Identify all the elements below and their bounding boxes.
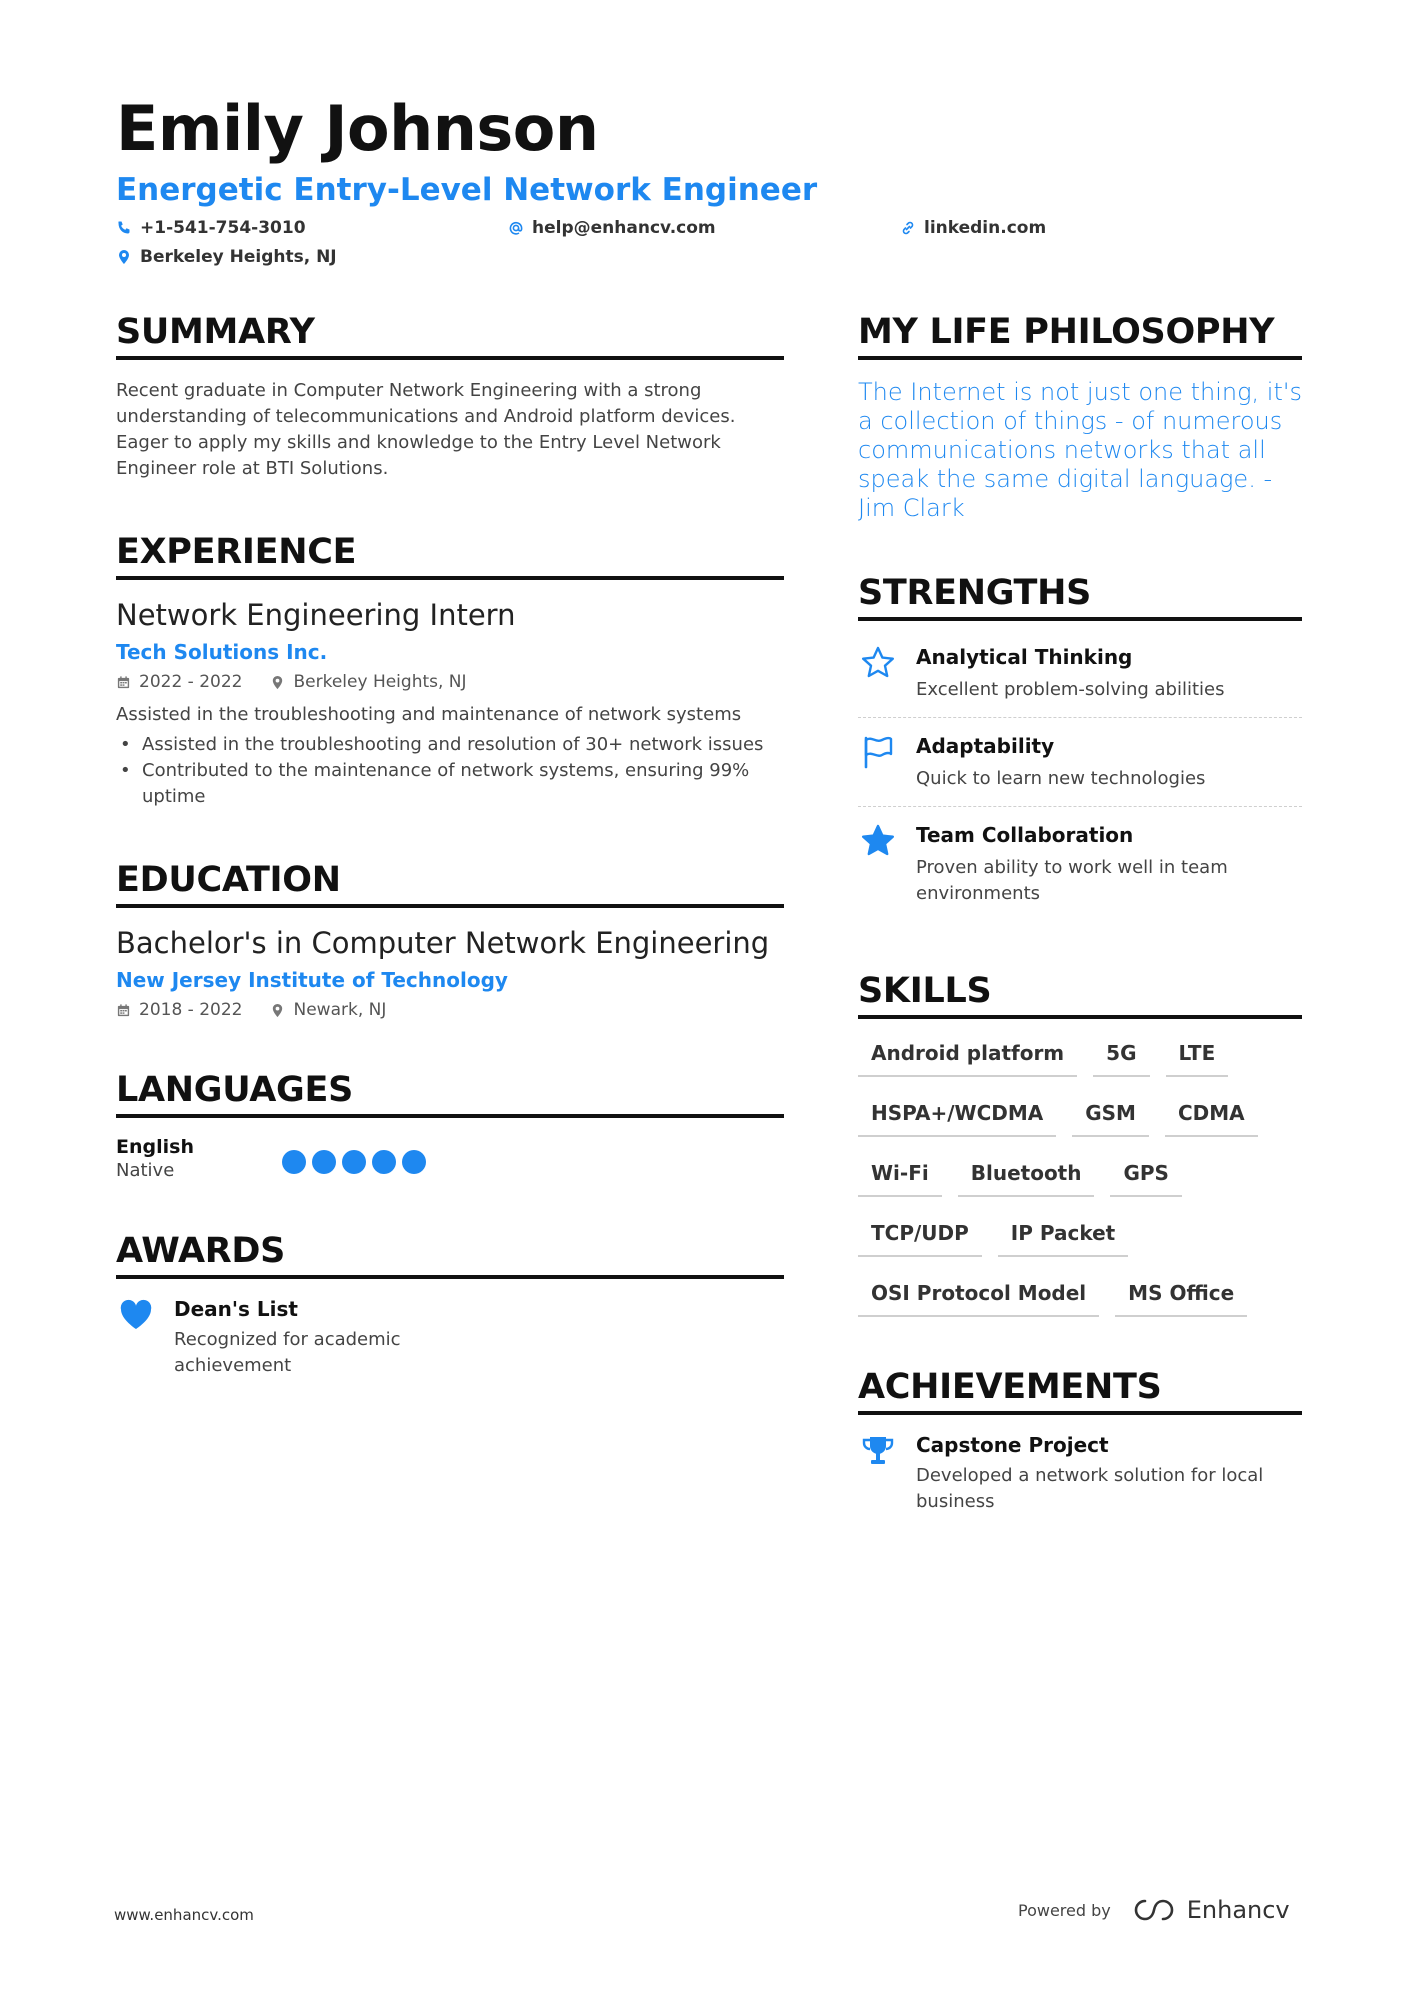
achievement-icon-box	[858, 1433, 898, 1515]
education-heading: EDUCATION	[116, 860, 784, 908]
strength-description: Excellent problem-solving abilities	[916, 679, 1225, 700]
location-pin-icon	[116, 249, 132, 265]
strengths-heading: STRENGTHS	[858, 573, 1302, 621]
achievements-section	[858, 1367, 1302, 1515]
left-column	[116, 312, 784, 1429]
education-degree: Bachelor's in Computer Network Engineering	[116, 926, 770, 960]
skills-section	[858, 971, 1302, 1317]
calendar-icon	[116, 1003, 131, 1018]
languages-section	[116, 1070, 784, 1181]
star-outline-icon	[860, 645, 896, 681]
awards-heading: AWARDS	[116, 1231, 784, 1279]
experience-location-text: Berkeley Heights, NJ	[293, 672, 467, 692]
skill-tag: Android platform	[858, 1037, 1077, 1077]
location-pin-icon	[270, 675, 285, 690]
award-title: Dean's List	[174, 1297, 298, 1321]
calendar-icon	[116, 675, 131, 690]
awards-section	[116, 1231, 784, 1379]
language-proficiency-dots	[282, 1150, 426, 1174]
language-item	[116, 1136, 784, 1181]
proficiency-dot	[402, 1150, 426, 1174]
footer-website[interactable]: www.enhancv.com	[114, 1906, 254, 1924]
achievement-item	[858, 1433, 1302, 1515]
skill-tag: OSI Protocol Model	[858, 1277, 1099, 1317]
award-item	[116, 1297, 784, 1379]
experience-bullet: • Contributed to the maintenance of network systems, ensuring 99% uptime	[142, 758, 784, 810]
experience-section	[116, 532, 784, 810]
award-description: Recognized for academic achievement	[174, 1329, 401, 1376]
skill-tag: GSM	[1072, 1097, 1149, 1137]
location-pin-icon	[270, 1003, 285, 1018]
strength-title: Adaptability	[916, 734, 1055, 758]
proficiency-dot	[372, 1150, 396, 1174]
strength-description: Proven ability to work well in team environments	[916, 857, 1228, 904]
experience-location	[270, 672, 466, 692]
contact-location	[116, 247, 337, 267]
award-icon-box	[116, 1297, 156, 1379]
strength-item	[858, 817, 1302, 921]
skill-tag: HSPA+/WCDMA	[858, 1097, 1056, 1137]
experience-dates-text: 2022 - 2022	[139, 672, 243, 692]
brand-name: Enhancv	[1186, 1896, 1290, 1924]
philosophy-heading: MY LIFE PHILOSOPHY	[858, 312, 1302, 360]
experience-role: Network Engineering Intern	[116, 598, 516, 632]
experience-description: Assisted in the troubleshooting and maintenance of network systems	[116, 704, 742, 725]
summary-heading: SUMMARY	[116, 312, 784, 360]
skill-tag: CDMA	[1165, 1097, 1258, 1137]
skill-tag: MS Office	[1115, 1277, 1247, 1317]
education-section	[116, 860, 784, 1020]
experience-bullets	[116, 732, 784, 810]
contact-website[interactable]	[900, 218, 1046, 238]
languages-heading: LANGUAGES	[116, 1070, 784, 1118]
strength-item	[858, 639, 1302, 718]
at-icon	[508, 220, 524, 236]
enhancv-logo[interactable]	[1131, 1896, 1290, 1924]
philosophy-section	[858, 312, 1302, 523]
skills-heading: SKILLS	[858, 971, 1302, 1019]
skill-tag: TCP/UDP	[858, 1217, 982, 1257]
education-dates-text: 2018 - 2022	[139, 1000, 243, 1020]
candidate-title: Energetic Entry-Level Network Engineer	[116, 172, 818, 208]
strength-title: Team Collaboration	[916, 823, 1134, 847]
education-location-text: Newark, NJ	[293, 1000, 387, 1020]
contact-email[interactable]	[508, 218, 716, 238]
strength-title: Analytical Thinking	[916, 645, 1133, 669]
strengths-section	[858, 573, 1302, 921]
achievement-description: Developed a network solution for local business	[916, 1465, 1264, 1512]
skill-tag: Bluetooth	[958, 1157, 1095, 1197]
strength-icon-box	[858, 823, 898, 907]
strength-item	[858, 728, 1302, 807]
powered-by-text: Powered by	[1018, 1900, 1111, 1920]
strength-icon-box	[858, 734, 898, 792]
language-name: English	[116, 1136, 194, 1158]
proficiency-dot	[312, 1150, 336, 1174]
strength-icon-box	[858, 645, 898, 703]
achievements-heading: ACHIEVEMENTS	[858, 1367, 1302, 1415]
phone-icon	[116, 220, 132, 236]
heart-icon	[118, 1297, 154, 1333]
education-dates	[116, 1000, 242, 1020]
skill-tag: GPS	[1110, 1157, 1181, 1197]
contact-phone	[116, 218, 306, 238]
language-level: Native	[116, 1160, 175, 1181]
summary-text: Recent graduate in Computer Network Engineering with a strong understanding of telecommunications and Android platform devices. Eager to apply my skills and knowledge to the Entry Level Network Engineer role at BTI Solutions.	[116, 380, 736, 479]
summary-section	[116, 312, 784, 482]
proficiency-dot	[342, 1150, 366, 1174]
star-half-icon	[860, 823, 896, 859]
enhancv-logo-icon	[1131, 1897, 1177, 1923]
education-meta	[116, 1000, 784, 1020]
experience-bullet: • Assisted in the troubleshooting and resolution of 30+ network issues	[142, 732, 784, 758]
achievement-title: Capstone Project	[916, 1433, 1109, 1457]
link-icon	[900, 220, 916, 236]
website-text[interactable]: linkedin.com	[924, 218, 1047, 238]
language-text	[116, 1136, 194, 1181]
email-text[interactable]: help@enhancv.com	[532, 218, 716, 238]
education-school: New Jersey Institute of Technology	[116, 968, 508, 992]
location-text: Berkeley Heights, NJ	[140, 247, 337, 267]
footer-powered	[1018, 1896, 1290, 1924]
candidate-name: Emily Johnson	[116, 92, 599, 165]
proficiency-dot	[282, 1150, 306, 1174]
trophy-icon	[860, 1433, 896, 1469]
experience-dates	[116, 672, 242, 692]
skill-tag: LTE	[1166, 1037, 1229, 1077]
phone-text: +1-541-754-3010	[140, 218, 306, 238]
strength-description: Quick to learn new technologies	[916, 768, 1206, 789]
experience-heading: EXPERIENCE	[116, 532, 784, 580]
education-location	[270, 1000, 386, 1020]
skills-list	[858, 1037, 1302, 1317]
skill-tag: IP Packet	[998, 1217, 1128, 1257]
right-column	[858, 312, 1302, 1565]
flag-icon	[860, 734, 896, 770]
experience-company: Tech Solutions Inc.	[116, 640, 328, 664]
skill-tag: Wi-Fi	[858, 1157, 942, 1197]
philosophy-quote: The Internet is not just one thing, it's a collection of things - of numerous communications networks that all speak the same digital language. - Jim Clark	[858, 378, 1302, 522]
experience-meta	[116, 672, 784, 692]
skill-tag: 5G	[1093, 1037, 1149, 1077]
